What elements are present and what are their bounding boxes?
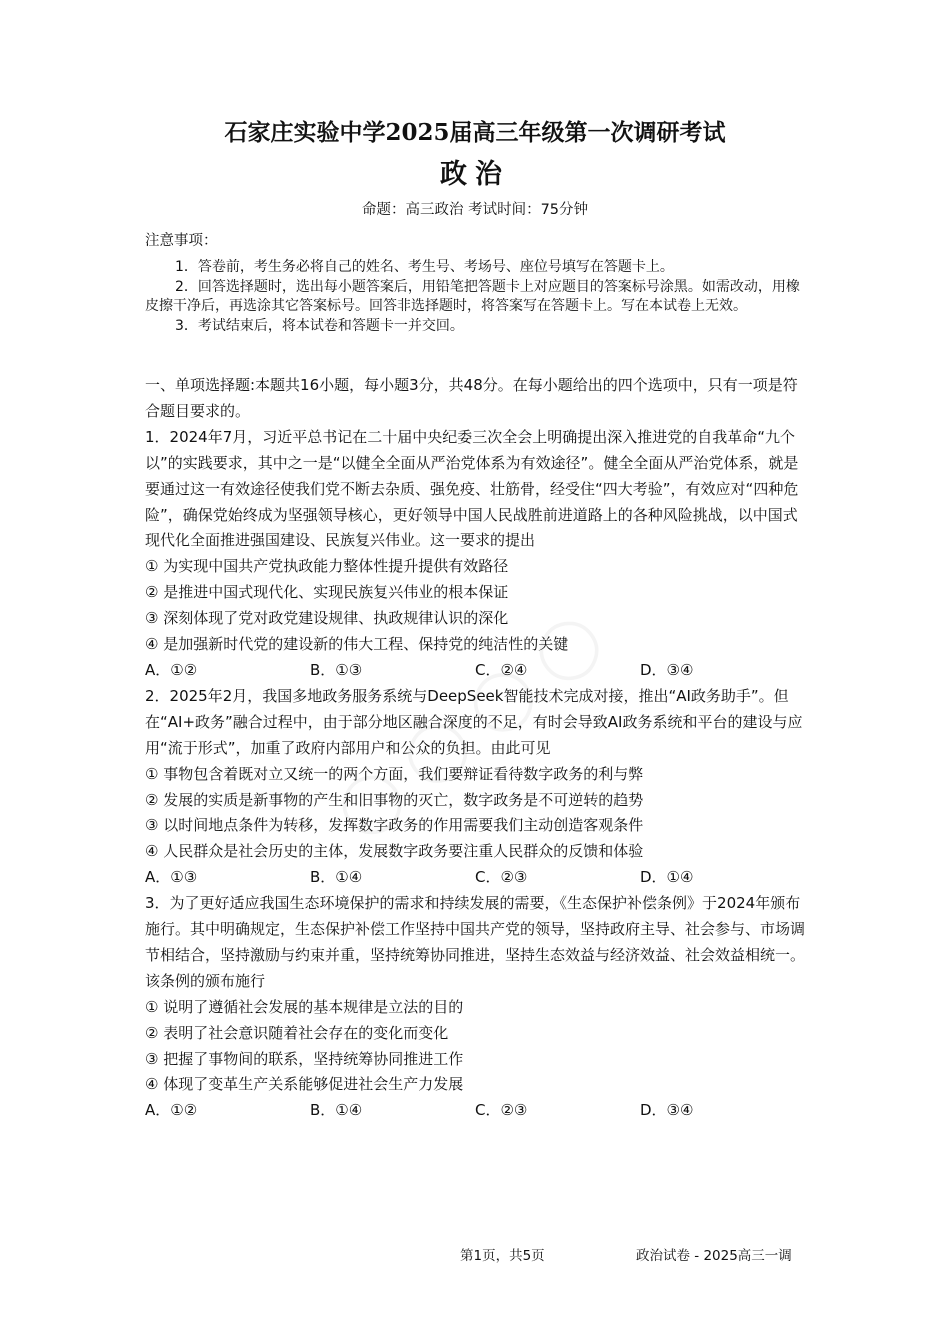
statement-item: ③ 以时间地点条件为转移，发挥数字政务的作用需要我们主动创造客观条件 — [145, 816, 644, 835]
option-d: D．③④ — [640, 660, 694, 679]
note-item: 1．答卷前，考生务必将自己的姓名、考生号、考场号、座位号填写在答题卡上。 — [175, 259, 674, 275]
option-a: A．①② — [145, 660, 198, 679]
option-d: D．③④ — [640, 1101, 694, 1120]
option-b: B．①④ — [310, 1101, 363, 1120]
option-d: D．①④ — [640, 868, 694, 887]
answer-options — [145, 865, 810, 891]
notes-heading: 注意事项： — [145, 233, 218, 249]
exam-subject: 政治 — [440, 159, 510, 190]
exam-title: 石家庄实验中学2025届高三年级第一次调研考试 — [224, 119, 726, 146]
option-a: A．①② — [145, 1101, 198, 1120]
option-c: C．②③ — [475, 868, 528, 887]
statement-item: ③ 把握了事物间的联系，坚持统筹协同推进工作 — [145, 1049, 464, 1068]
page-number: 第1页，共5页 — [460, 1248, 545, 1264]
statement-item: ① 说明了遵循社会发展的基本规律是立法的目的 — [145, 997, 464, 1016]
exam-meta: 命题：高三政治 考试时间：75分钟 — [361, 202, 589, 218]
question-2 — [145, 684, 810, 891]
statement-item: ① 为实现中国共产党执政能力整体性提升提供有效路径 — [145, 557, 509, 576]
option-b: B．①④ — [310, 868, 363, 887]
question-3 — [145, 891, 810, 1124]
statement-item: ② 发展的实质是新事物的产生和旧事物的灭亡，数字政务是不可逆转的趋势 — [145, 790, 644, 809]
statement-item: ④ 人民群众是社会历史的主体，发展数字政务要注重人民群众的反馈和体验 — [145, 842, 644, 861]
answer-options — [145, 1098, 810, 1124]
statement-item: ③ 深刻体现了党对政党建设规律、执政规律认识的深化 — [145, 609, 509, 628]
statement-item: ① 事物包含着既对立又统一的两个方面，我们要辩证看待数字政务的利与弊 — [145, 764, 644, 783]
question-1 — [145, 425, 810, 684]
notes-list — [145, 258, 805, 336]
exam-label: 政治试卷 - 2025高三一调 — [636, 1248, 792, 1264]
statement-item: ② 是推进中国式现代化、实现民族复兴伟业的根本保证 — [145, 583, 509, 602]
option-c: C．②④ — [475, 660, 528, 679]
section-heading: 一、单项选择题:本题共16小题，每小题3分，共48分。在每小题给出的四个选项中，只有一项是符合题目要求的。 — [145, 376, 798, 420]
question-stem: 3．为了更好适应我国生态环境保护的需求和持续发展的需要，《生态保护补偿条例》于2024年颁布施行。其中明确规定，生态保护补偿工作坚持中国共产党的领导，坚持政府主导、社会参与、市场调节相结合，坚持激励与约束并重，坚持统筹协同推进，坚持生态效益与经济效益、社会效益相统一。该条例的颁布施行 — [145, 894, 806, 990]
note-item: 3．考试结束后，将本试卷和答题卡一并交回。 — [175, 317, 464, 334]
option-b: B．①③ — [310, 660, 363, 679]
statement-item: ④ 体现了变革生产关系能够促进社会生产力发展 — [145, 1075, 464, 1094]
option-c: C．②③ — [475, 1101, 528, 1120]
exam-body — [145, 373, 810, 1124]
statement-item: ④ 是加强新时代党的建设新的伟大工程、保持党的纯洁性的关键 — [145, 635, 569, 654]
option-a: A．①③ — [145, 868, 198, 887]
question-stem: 1．2024年7月，习近平总书记在二十届中央纪委三次全会上明确提出深入推进党的自我革命“九个以”的实践要求，其中之一是“以健全全面从严治党体系为有效途径”。健全全面从严治党体系，就是要通过这一有效途径使我们党不断去杂质、强免疫、壮筋骨，经受住“四大考验”，有效应对“四种危险”，确保党始终成为坚强领导核心，更好领导中国人民战胜前进道路上的各种风险挑战，以中国式现代化全面推进强国建设、民族复兴伟业。这一要求的提出 — [145, 427, 799, 550]
answer-options — [145, 658, 810, 684]
note-item: 2．回答选择题时，选出每小题答案后，用铅笔把答题卡上对应题目的答案标号涂黑。如需改动，用橡皮擦干净后，再选涂其它答案标号。回答非选择题时，将答案写在答题卡上。写在本试卷上无效。 — [145, 278, 800, 314]
question-stem: 2．2025年2月，我国多地政务服务系统与DeepSeek智能技术完成对接，推出“AI政务助手”。但在“AI+政务”融合过程中，由于部分地区融合深度的不足，有时会导致AI政务系统和平台的建设与应用“流于形式”，加重了政府内部用户和公众的负担。由此可见 — [145, 686, 803, 757]
statement-item: ② 表明了社会意识随着社会存在的变化而变化 — [145, 1023, 449, 1042]
